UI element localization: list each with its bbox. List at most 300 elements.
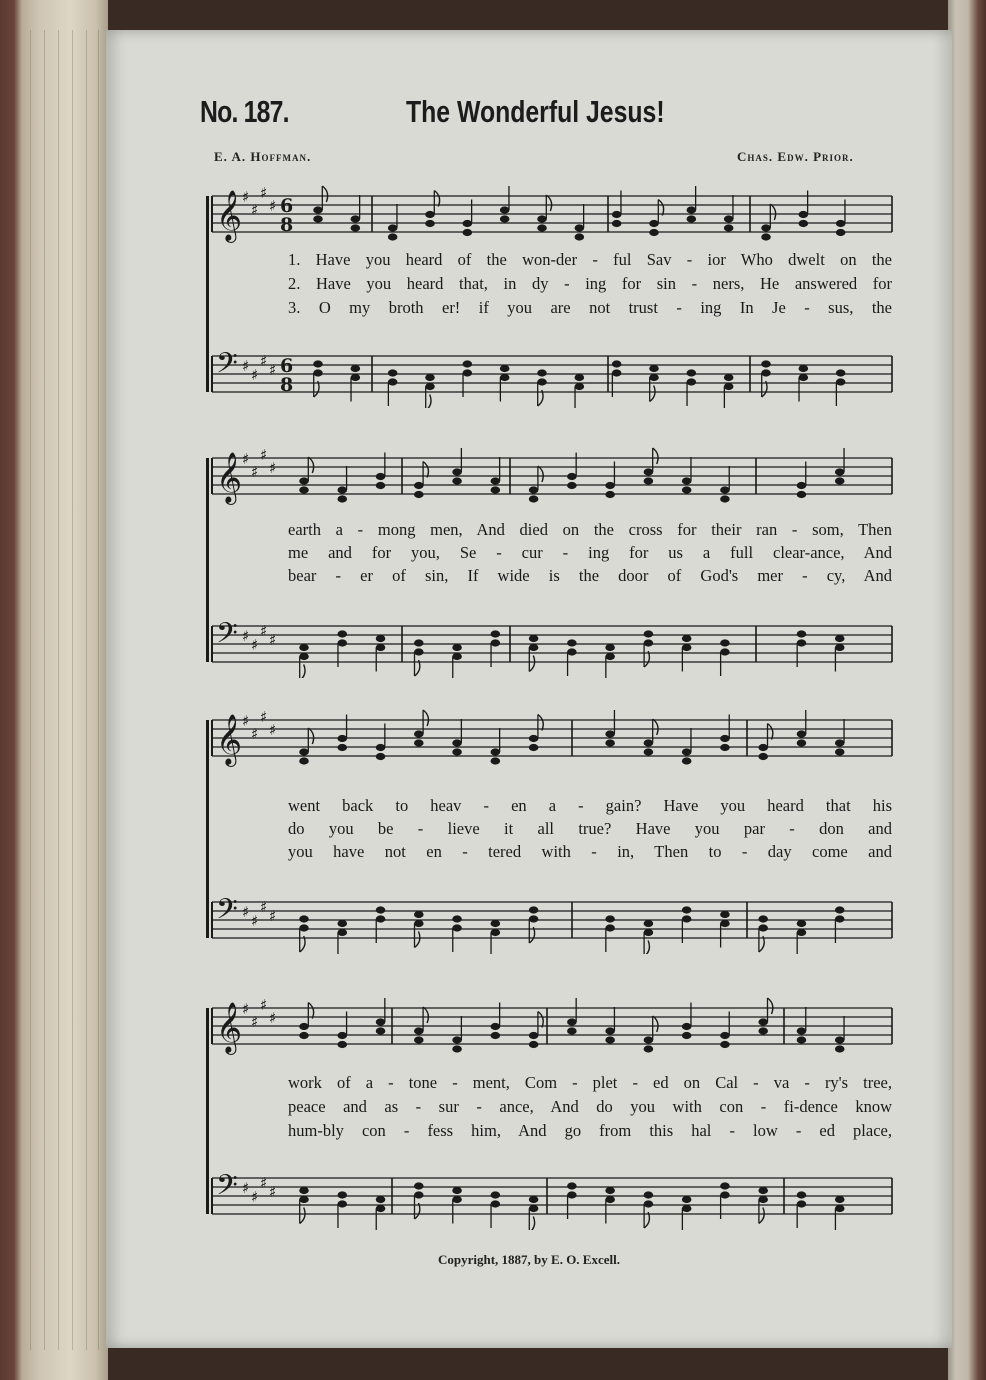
note-head bbox=[463, 220, 473, 227]
note-head bbox=[500, 206, 510, 213]
bass-staff bbox=[202, 338, 902, 408]
copyright-notice: Copyright, 1887, by E. O. Excell. bbox=[437, 1252, 620, 1267]
note-head bbox=[337, 1200, 347, 1207]
note-flag bbox=[426, 395, 431, 409]
bass-clef-icon: 𝄢 bbox=[216, 893, 238, 933]
lyric-line-verse-1: earth a - mong men, And died on the cross for their ran - som, Then bbox=[288, 520, 892, 539]
note-head bbox=[567, 473, 577, 480]
treble-clef-icon: 𝄞 bbox=[216, 190, 243, 241]
lyric-line-verse-3: hum-bly con - fess him, And go from this hal - low - ed place, bbox=[288, 1121, 892, 1140]
note-head bbox=[388, 224, 398, 231]
note-head bbox=[835, 468, 845, 475]
note-head bbox=[644, 1200, 654, 1207]
note-head bbox=[682, 1196, 692, 1203]
note-head bbox=[761, 224, 771, 231]
note-head bbox=[799, 220, 809, 227]
note-head bbox=[337, 495, 347, 502]
sharp-icon: ♯ bbox=[260, 446, 268, 464]
note-head bbox=[835, 1196, 845, 1203]
sharp-icon: ♯ bbox=[251, 366, 259, 384]
lyric-line-verse-1: work of a - tone - ment, Com - plet - ed on Cal - va - ry's tree, bbox=[288, 1073, 892, 1092]
sharp-icon: ♯ bbox=[269, 1183, 277, 1201]
note-head bbox=[682, 1032, 692, 1039]
note-head bbox=[299, 748, 309, 755]
note-head bbox=[414, 648, 424, 655]
note-head bbox=[337, 920, 347, 927]
note-flag bbox=[308, 1003, 313, 1019]
sharp-icon: ♯ bbox=[242, 357, 250, 375]
note-flag bbox=[768, 998, 773, 1014]
note-head bbox=[835, 1045, 845, 1052]
note-head bbox=[720, 1041, 730, 1048]
note-head bbox=[299, 1196, 309, 1203]
note-head bbox=[835, 915, 845, 922]
note-head bbox=[644, 477, 654, 484]
hymn-title: The Wonderful Jesus! bbox=[406, 94, 665, 129]
sharp-icon: ♯ bbox=[251, 1188, 259, 1206]
note-head bbox=[644, 639, 654, 646]
note-head bbox=[452, 644, 462, 651]
note-head bbox=[758, 924, 768, 931]
note-head bbox=[425, 383, 435, 390]
note-head bbox=[452, 748, 462, 755]
sharp-icon: ♯ bbox=[251, 725, 259, 743]
book-page-edge-right bbox=[948, 0, 986, 1380]
note-head bbox=[567, 639, 577, 646]
lyric-line-verse-3: 3. O my broth er! if you are not trust - ing In Je - sus, the bbox=[288, 298, 892, 317]
note-head bbox=[491, 1023, 501, 1030]
note-head bbox=[463, 369, 473, 376]
note-head bbox=[575, 233, 585, 240]
note-head bbox=[758, 1027, 768, 1034]
note-head bbox=[605, 482, 615, 489]
note-head bbox=[649, 220, 659, 227]
hymn-number: No. 187. bbox=[200, 94, 289, 129]
note-head bbox=[724, 383, 734, 390]
note-head bbox=[337, 486, 347, 493]
note-flag bbox=[658, 200, 663, 216]
note-head bbox=[612, 211, 622, 218]
note-head bbox=[414, 911, 424, 918]
note-head bbox=[720, 486, 730, 493]
note-flag bbox=[434, 191, 439, 207]
note-head bbox=[313, 215, 323, 222]
note-head bbox=[500, 365, 510, 372]
note-head bbox=[452, 915, 462, 922]
note-head bbox=[491, 748, 501, 755]
note-head bbox=[529, 915, 539, 922]
note-head bbox=[337, 735, 347, 742]
note-head bbox=[500, 374, 510, 381]
sharp-icon: ♯ bbox=[269, 459, 277, 477]
note-head bbox=[575, 224, 585, 231]
note-head bbox=[376, 644, 386, 651]
note-head bbox=[682, 644, 692, 651]
note-head bbox=[567, 648, 577, 655]
note-head bbox=[376, 1196, 386, 1203]
note-head bbox=[758, 744, 768, 751]
note-head bbox=[758, 1196, 768, 1203]
note-head bbox=[491, 630, 501, 637]
sharp-icon: ♯ bbox=[260, 898, 268, 916]
note-head bbox=[644, 748, 654, 755]
note-head bbox=[797, 491, 807, 498]
note-head bbox=[414, 1182, 424, 1189]
note-head bbox=[414, 730, 424, 737]
sharp-icon: ♯ bbox=[269, 197, 277, 215]
note-head bbox=[351, 365, 361, 372]
note-head bbox=[414, 482, 424, 489]
note-flag bbox=[768, 724, 773, 740]
note-head bbox=[644, 1045, 654, 1052]
note-head bbox=[452, 1196, 462, 1203]
note-head bbox=[758, 915, 768, 922]
note-head bbox=[687, 369, 697, 376]
note-head bbox=[351, 215, 361, 222]
sharp-icon: ♯ bbox=[269, 907, 277, 925]
sharp-icon: ♯ bbox=[251, 636, 259, 654]
note-head bbox=[388, 233, 398, 240]
note-head bbox=[797, 1191, 807, 1198]
note-head bbox=[835, 748, 845, 755]
note-head bbox=[720, 744, 730, 751]
note-head bbox=[529, 735, 539, 742]
note-head bbox=[376, 1018, 386, 1025]
note-head bbox=[313, 369, 323, 376]
note-head bbox=[414, 920, 424, 927]
note-head bbox=[682, 1023, 692, 1030]
note-head bbox=[644, 1191, 654, 1198]
note-head bbox=[682, 1205, 692, 1212]
treble-clef-icon: 𝄞 bbox=[216, 452, 243, 503]
lyricist-credit: E. A. Hoffman. bbox=[214, 149, 312, 164]
lyric-line-verse-1: went back to heav - en a - gain? Have you heard that his bbox=[288, 796, 892, 815]
treble-staff bbox=[202, 702, 902, 772]
note-head bbox=[687, 215, 697, 222]
note-head bbox=[376, 906, 386, 913]
note-head bbox=[337, 1032, 347, 1039]
note-head bbox=[376, 915, 386, 922]
note-head bbox=[452, 1036, 462, 1043]
note-head bbox=[567, 1182, 577, 1189]
sharp-icon: ♯ bbox=[251, 912, 259, 930]
system-brace bbox=[206, 1008, 209, 1214]
note-head bbox=[376, 473, 386, 480]
note-flag bbox=[300, 1208, 305, 1224]
treble-staff bbox=[202, 178, 902, 248]
note-head bbox=[376, 635, 386, 642]
note-head bbox=[644, 1036, 654, 1043]
lyric-line-verse-3: you have not en - tered with - in, Then to - day come and bbox=[288, 842, 892, 861]
note-head bbox=[337, 744, 347, 751]
note-head bbox=[376, 744, 386, 751]
note-flag bbox=[546, 195, 551, 211]
note-head bbox=[649, 365, 659, 372]
note-head bbox=[724, 224, 734, 231]
note-flag bbox=[653, 719, 658, 735]
note-head bbox=[491, 639, 501, 646]
note-head bbox=[529, 1041, 539, 1048]
note-head bbox=[299, 924, 309, 931]
note-head bbox=[835, 635, 845, 642]
note-head bbox=[529, 1196, 539, 1203]
music-system-2 bbox=[202, 440, 902, 680]
note-head bbox=[452, 1045, 462, 1052]
note-head bbox=[605, 1196, 615, 1203]
note-head bbox=[797, 1027, 807, 1034]
hymnal-page bbox=[106, 30, 952, 1348]
note-head bbox=[299, 644, 309, 651]
bass-clef-icon: 𝄢 bbox=[216, 617, 238, 657]
note-head bbox=[529, 495, 539, 502]
note-head bbox=[835, 644, 845, 651]
note-flag bbox=[538, 1012, 543, 1028]
note-head bbox=[529, 1032, 539, 1039]
note-head bbox=[337, 1041, 347, 1048]
note-head bbox=[758, 1187, 768, 1194]
music-system-1 bbox=[202, 178, 902, 418]
note-head bbox=[612, 360, 622, 367]
note-head bbox=[605, 730, 615, 737]
note-head bbox=[463, 229, 473, 236]
note-head bbox=[720, 495, 730, 502]
system-brace bbox=[206, 458, 209, 662]
note-head bbox=[649, 374, 659, 381]
note-head bbox=[529, 744, 539, 751]
bass-staff bbox=[202, 1160, 902, 1230]
note-head bbox=[644, 920, 654, 927]
note-head bbox=[644, 468, 654, 475]
note-head bbox=[835, 906, 845, 913]
note-head bbox=[761, 369, 771, 376]
note-flag bbox=[644, 941, 649, 955]
lyric-line-verse-3: bear - er of sin, If wide is the door of God's mer - cy, And bbox=[288, 566, 892, 585]
note-head bbox=[799, 374, 809, 381]
note-head bbox=[567, 482, 577, 489]
note-head bbox=[720, 648, 730, 655]
lyric-line-verse-2: 2. Have you heard that, in dy - ing for sin - ners, He answered for bbox=[288, 274, 892, 293]
note-head bbox=[491, 1191, 501, 1198]
note-head bbox=[299, 1023, 309, 1030]
note-head bbox=[687, 206, 697, 213]
sharp-icon: ♯ bbox=[260, 708, 268, 726]
lyric-line-verse-2: do you be - lieve it all true? Have you par - don and bbox=[288, 819, 892, 838]
note-head bbox=[799, 211, 809, 218]
note-head bbox=[605, 924, 615, 931]
note-head bbox=[797, 739, 807, 746]
note-head bbox=[452, 477, 462, 484]
note-head bbox=[299, 1032, 309, 1039]
note-head bbox=[575, 374, 585, 381]
bass-clef-icon: 𝄢 bbox=[216, 1169, 238, 1209]
note-head bbox=[605, 1036, 615, 1043]
note-head bbox=[797, 639, 807, 646]
bass-clef-icon: 𝄢 bbox=[216, 347, 238, 387]
note-head bbox=[529, 644, 539, 651]
note-flag bbox=[529, 1217, 534, 1231]
note-head bbox=[299, 653, 309, 660]
note-head bbox=[567, 1018, 577, 1025]
note-head bbox=[452, 924, 462, 931]
note-head bbox=[682, 635, 692, 642]
note-head bbox=[529, 906, 539, 913]
note-flag bbox=[529, 656, 534, 672]
note-head bbox=[337, 929, 347, 936]
note-head bbox=[720, 639, 730, 646]
note-head bbox=[761, 360, 771, 367]
note-head bbox=[351, 374, 361, 381]
note-head bbox=[414, 1027, 424, 1034]
bass-staff bbox=[202, 884, 902, 954]
note-head bbox=[537, 378, 547, 385]
note-head bbox=[425, 220, 435, 227]
note-head bbox=[682, 915, 692, 922]
note-head bbox=[605, 1027, 615, 1034]
note-head bbox=[500, 215, 510, 222]
sharp-icon: ♯ bbox=[269, 1009, 277, 1027]
sharp-icon: ♯ bbox=[251, 201, 259, 219]
sharp-icon: ♯ bbox=[242, 188, 250, 206]
note-head bbox=[376, 482, 386, 489]
note-head bbox=[835, 1205, 845, 1212]
note-head bbox=[414, 1191, 424, 1198]
note-head bbox=[337, 639, 347, 646]
note-head bbox=[644, 739, 654, 746]
note-head bbox=[299, 1187, 309, 1194]
sharp-icon: ♯ bbox=[260, 622, 268, 640]
note-head bbox=[797, 1036, 807, 1043]
note-head bbox=[299, 486, 309, 493]
note-head bbox=[797, 929, 807, 936]
note-head bbox=[687, 378, 697, 385]
note-head bbox=[835, 739, 845, 746]
note-head bbox=[537, 369, 547, 376]
note-head bbox=[376, 1027, 386, 1034]
note-head bbox=[337, 1191, 347, 1198]
treble-staff bbox=[202, 440, 902, 510]
note-head bbox=[537, 215, 547, 222]
note-flag bbox=[322, 186, 327, 202]
note-head bbox=[797, 630, 807, 637]
note-head bbox=[529, 486, 539, 493]
music-system-4 bbox=[202, 990, 902, 1230]
note-flag bbox=[538, 715, 543, 731]
note-flag bbox=[308, 728, 313, 744]
note-head bbox=[299, 757, 309, 764]
note-head bbox=[836, 220, 846, 227]
note-head bbox=[720, 1182, 730, 1189]
note-head bbox=[491, 757, 501, 764]
sharp-icon: ♯ bbox=[242, 712, 250, 730]
note-head bbox=[605, 644, 615, 651]
note-flag bbox=[759, 1208, 764, 1224]
note-head bbox=[758, 1018, 768, 1025]
sharp-icon: ♯ bbox=[242, 1000, 250, 1018]
note-head bbox=[425, 211, 435, 218]
note-head bbox=[797, 482, 807, 489]
bass-staff bbox=[202, 608, 902, 678]
note-head bbox=[313, 360, 323, 367]
note-flag bbox=[300, 665, 305, 679]
note-flag bbox=[423, 1007, 428, 1023]
note-head bbox=[605, 915, 615, 922]
note-head bbox=[491, 920, 501, 927]
note-flag bbox=[653, 448, 658, 464]
note-head bbox=[758, 753, 768, 760]
note-head bbox=[720, 735, 730, 742]
note-head bbox=[835, 1036, 845, 1043]
note-head bbox=[452, 653, 462, 660]
note-head bbox=[612, 369, 622, 376]
sharp-icon: ♯ bbox=[269, 361, 277, 379]
note-flag bbox=[770, 204, 775, 220]
note-head bbox=[452, 1187, 462, 1194]
note-head bbox=[491, 486, 501, 493]
note-head bbox=[682, 477, 692, 484]
sharp-icon: ♯ bbox=[269, 631, 277, 649]
note-flag bbox=[308, 457, 313, 473]
note-head bbox=[720, 1191, 730, 1198]
system-brace bbox=[206, 196, 209, 392]
note-head bbox=[529, 1205, 539, 1212]
time-signature-denominator: 8 bbox=[280, 214, 294, 236]
note-head bbox=[491, 929, 501, 936]
note-head bbox=[724, 215, 734, 222]
sharp-icon: ♯ bbox=[260, 184, 268, 202]
note-head bbox=[299, 915, 309, 922]
note-head bbox=[567, 1191, 577, 1198]
sharp-icon: ♯ bbox=[251, 1013, 259, 1031]
time-signature-numerator: 6 bbox=[280, 355, 294, 377]
lyric-line-verse-2: peace and as - sur - ance, And do you with con - fi-dence know bbox=[288, 1097, 892, 1116]
note-head bbox=[529, 635, 539, 642]
note-flag bbox=[415, 932, 420, 948]
note-head bbox=[337, 630, 347, 637]
lyric-line-verse-1: 1. Have you heard of the won-der - ful Sav - ior Who dwelt on the bbox=[288, 250, 892, 269]
lyric-line-verse-2: me and for you, Se - cur - ing for us a full clear-ance, And bbox=[288, 543, 892, 562]
note-flag bbox=[650, 386, 655, 402]
note-head bbox=[835, 477, 845, 484]
sharp-icon: ♯ bbox=[242, 903, 250, 921]
time-signature-numerator: 6 bbox=[280, 195, 294, 217]
note-head bbox=[376, 1205, 386, 1212]
note-head bbox=[720, 911, 730, 918]
sharp-icon: ♯ bbox=[242, 627, 250, 645]
note-head bbox=[797, 920, 807, 927]
note-head bbox=[836, 378, 846, 385]
note-head bbox=[537, 224, 547, 231]
note-head bbox=[388, 369, 398, 376]
note-flag bbox=[423, 710, 428, 726]
note-head bbox=[605, 653, 615, 660]
note-head bbox=[567, 1027, 577, 1034]
note-head bbox=[605, 739, 615, 746]
note-head bbox=[414, 639, 424, 646]
sharp-icon: ♯ bbox=[269, 721, 277, 739]
note-head bbox=[299, 477, 309, 484]
note-flag bbox=[653, 1016, 658, 1032]
note-head bbox=[612, 220, 622, 227]
note-flag bbox=[423, 462, 428, 478]
note-head bbox=[425, 374, 435, 381]
note-head bbox=[720, 920, 730, 927]
note-head bbox=[376, 753, 386, 760]
sharp-icon: ♯ bbox=[260, 1174, 268, 1192]
composer-credit: Chas. Edw. Prior. bbox=[737, 149, 854, 164]
sharp-icon: ♯ bbox=[260, 996, 268, 1014]
note-head bbox=[491, 1032, 501, 1039]
note-head bbox=[644, 630, 654, 637]
